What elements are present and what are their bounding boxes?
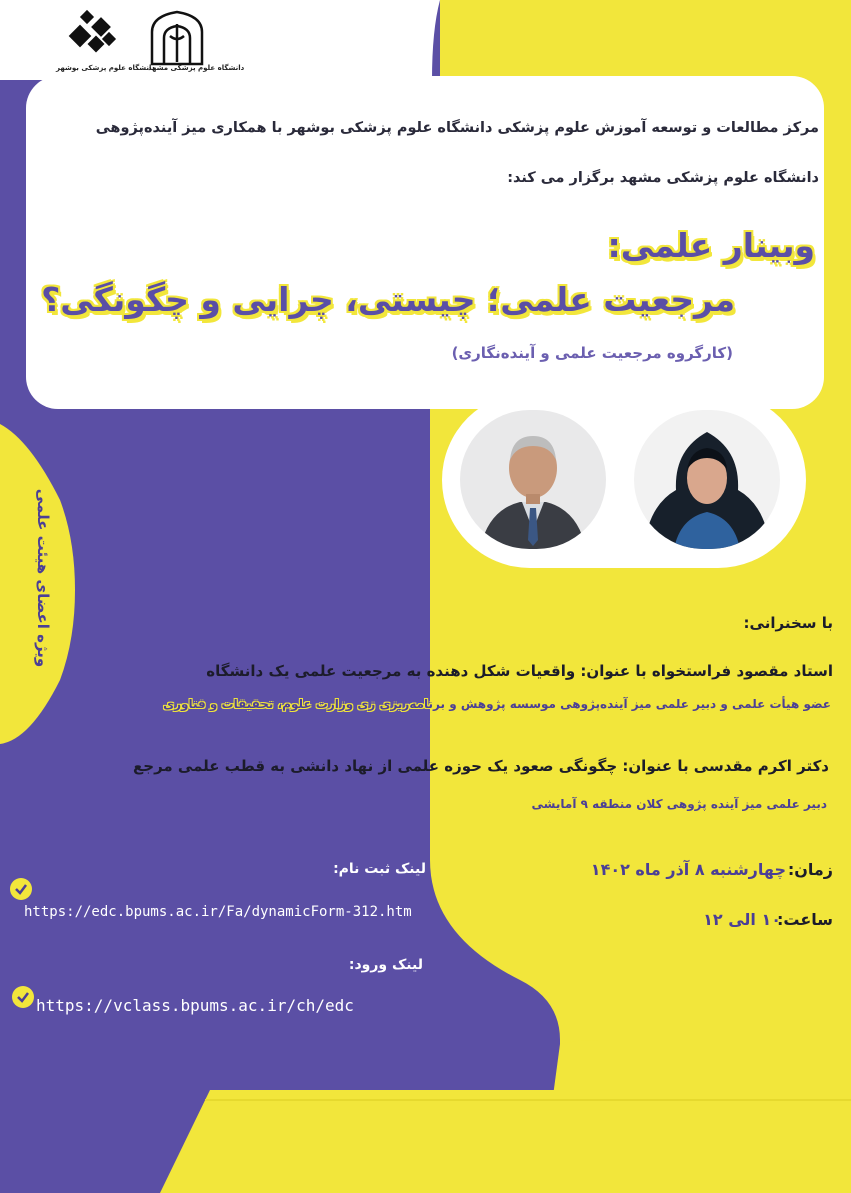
- faculty-only-label: ویژه اعضای هیئت علمی: [34, 488, 52, 668]
- check-icon: [12, 986, 34, 1008]
- working-group-line: (کارگروه مرجعیت علمی و آینده‌نگاری): [451, 344, 733, 362]
- intro-line-1: مرکز مطالعات و توسعه آموزش علوم پزشکی دانشگاه علوم پزشکی بوشهر با همکاری میز آینده‌پژوهی: [95, 120, 819, 136]
- speaker1-photo: [460, 410, 606, 549]
- speaker1-role: عضو هیأت علمی و دبیر علمی میز آینده‌پژوهی موسسه پژوهش و برنامه‌ریزی زی وزارت علوم، تحقیقات و فناوری: [163, 697, 831, 711]
- webinar-title-label: وبینار علمی:: [607, 226, 815, 265]
- intro-line-2: دانشگاه علوم پزشکی مشهد برگزار می کند:: [507, 170, 819, 186]
- register-link-label: لینک ثبت نام:: [333, 861, 426, 877]
- speaker2-name-topic: دکتر اکرم مقدسی با عنوان: چگونگی صعود یک حوزه علمی از نهاد دانشی به قطب علمی مرجع: [133, 757, 829, 775]
- bpums-logo-caption: دانشگاه علوم پزشکی بوشهر: [56, 64, 155, 72]
- register-link[interactable]: https://edc.bpums.ac.ir/Fa/dynamicForm-312.htm: [24, 904, 412, 920]
- mums-logo-caption: دانشگاه علوم پزشکی مشهد: [148, 64, 245, 72]
- hour-label: ساعت:: [776, 910, 833, 929]
- entry-link[interactable]: https://vclass.bpums.ac.ir/ch/edc: [36, 996, 354, 1015]
- speaker1-name-topic: استاد مقصود فراستخواه با عنوان: واقعیات شکل دهنده به مرجعیت علمی یک دانشگاه: [206, 662, 833, 680]
- speakers-heading: با سخنرانی:: [743, 614, 833, 632]
- webinar-title: مرجعیت علمی؛ چیستی، چرایی و چگونگی؟: [41, 280, 735, 319]
- speaker2-photo: [634, 410, 780, 549]
- time-label: زمان:: [787, 860, 833, 879]
- entry-link-label: لینک ورود:: [348, 957, 423, 973]
- check-icon: [10, 878, 32, 900]
- hour-value: ۱۰ الی ۱۲: [703, 910, 781, 929]
- faculty-only-tab: [28, 478, 58, 678]
- speaker2-role: دبیر علمی میز آینده پژوهی کلان منطقه ۹ آمایشی: [531, 797, 827, 811]
- time-value: چهارشنبه ۸ آذر ماه ۱۴۰۲: [590, 860, 786, 879]
